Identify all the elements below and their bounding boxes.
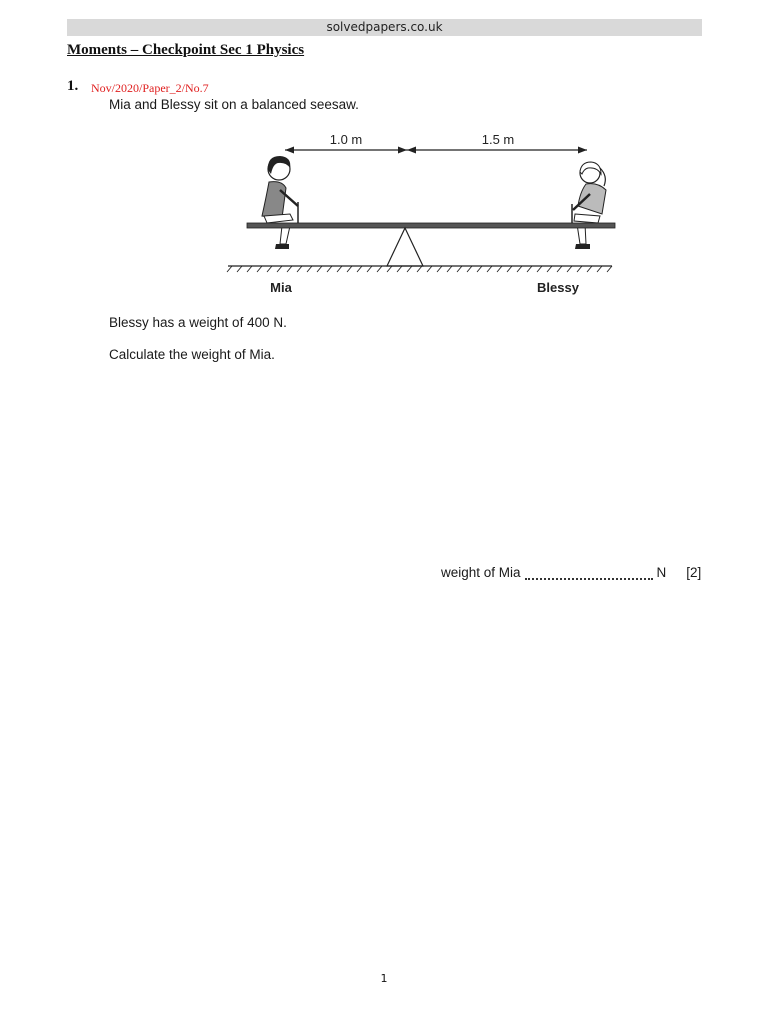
blessy-figure: [572, 162, 606, 249]
page-title: Moments – Checkpoint Sec 1 Physics: [67, 42, 305, 58]
site-name: solvedpapers.co.uk: [326, 20, 443, 34]
marks-label: [2]: [686, 565, 702, 580]
question-number: 1.: [67, 78, 79, 94]
seesaw-diagram: [220, 128, 620, 300]
question-intro: Mia and Blessy sit on a balanced seesaw.: [109, 97, 359, 112]
answer-blank[interactable]: [525, 564, 653, 580]
answer-line: [441, 564, 701, 580]
answer-unit: N: [656, 565, 667, 580]
distance-left-label: 1.0 m: [329, 132, 363, 147]
distance-right-label: 1.5 m: [481, 132, 515, 147]
page-number: 1: [380, 972, 388, 985]
ground: [227, 266, 612, 272]
mia-figure: [262, 156, 298, 249]
given-info: Blessy has a weight of 400 N.: [109, 315, 287, 330]
blessy-label: Blessy: [537, 280, 579, 295]
pivot: [387, 228, 423, 266]
answer-label: weight of Mia: [441, 565, 521, 580]
site-header: [67, 19, 702, 36]
distance-arrows: [285, 147, 587, 154]
seesaw-plank: [247, 223, 615, 228]
question-task: Calculate the weight of Mia.: [109, 347, 275, 362]
question-reference: Nov/2020/Paper_2/No.7: [91, 81, 209, 95]
mia-label: Mia: [270, 280, 292, 295]
